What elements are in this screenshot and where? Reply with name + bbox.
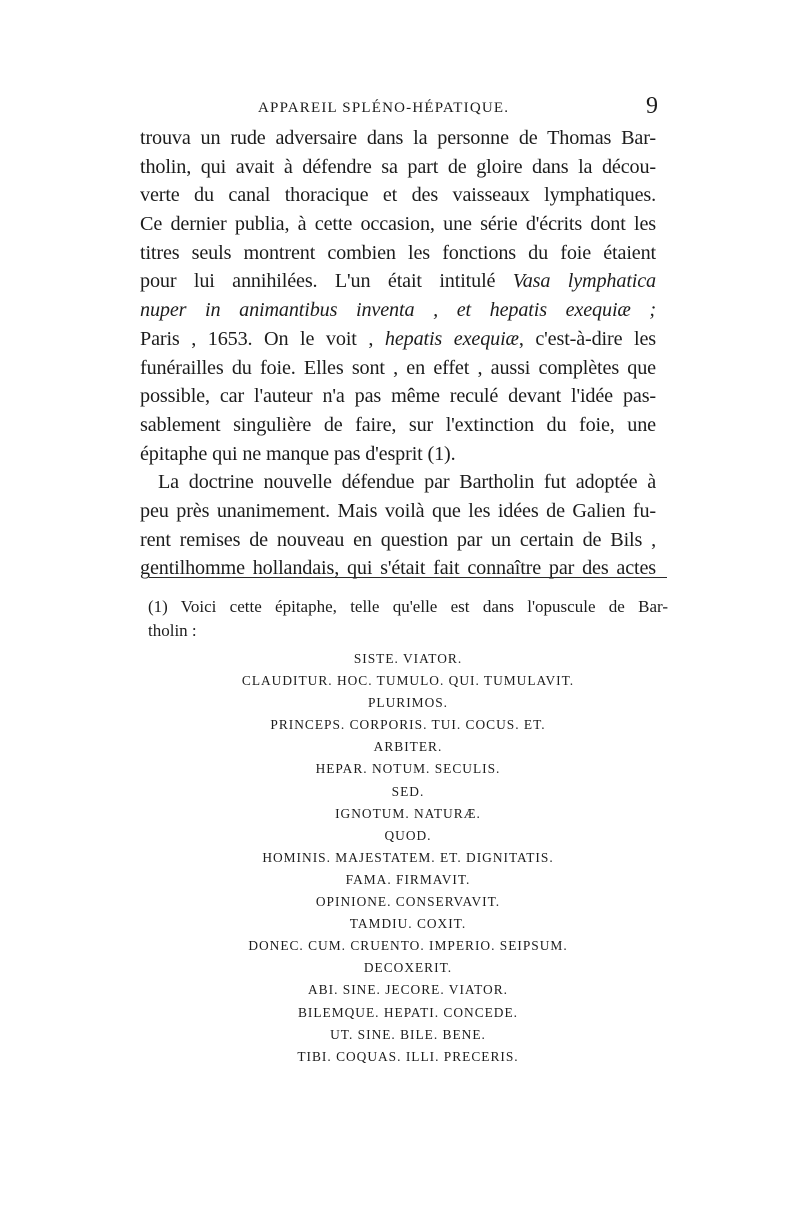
epitaph-line: IGNOTUM. NATURÆ. bbox=[335, 805, 481, 821]
epitaph-line: PRINCEPS. CORPORIS. TUI. COCUS. ET. bbox=[270, 717, 546, 733]
epitaph-line: QUOD. bbox=[384, 827, 432, 843]
body-line: peu près unanimement. Mais voilà que les idées de Galien fu- bbox=[140, 499, 656, 522]
body-line: épitaphe qui ne manque pas d'esprit (1). bbox=[140, 442, 456, 465]
body-line: pour lui annihilées. L'un était intitulé Vasa lymphatica bbox=[140, 270, 656, 293]
epitaph-line: FAMA. FIRMAVIT. bbox=[345, 871, 471, 887]
footnote bbox=[148, 595, 668, 643]
epitaph-line: HOMINIS. MAJESTATEM. ET. DIGNITATIS. bbox=[262, 849, 554, 865]
epitaph-line: OPINIONE. CONSERVAVIT. bbox=[315, 894, 501, 910]
body-text bbox=[140, 124, 656, 583]
body-line: Paris , 1653. On le voit , hepatis exequiæ, c'est-à-dire les bbox=[140, 327, 656, 350]
footnote-divider bbox=[149, 577, 667, 578]
epitaph-line: TAMDIU. COXIT. bbox=[349, 916, 467, 932]
epitaph-line: SED. bbox=[391, 783, 425, 799]
latin-phrase: hepatis exequiæ bbox=[384, 327, 519, 350]
footnote-line: (1) Voici cette épitaphe, telle qu'elle est dans l'opuscule de Bar- bbox=[148, 597, 668, 616]
epitaph-line: DECOXERIT. bbox=[363, 960, 453, 976]
epitaph bbox=[148, 648, 668, 1068]
epitaph-line: DONEC. CUM. CRUENTO. IMPERIO. SEIPSUM. bbox=[248, 938, 568, 954]
body-line: verte du canal thoracique et des vaisseaux lymphatiques. bbox=[140, 184, 656, 207]
body-line: gentilhomme hollandais, qui s'était fait connaître par des actes bbox=[140, 557, 656, 580]
page-number: 9 bbox=[646, 93, 658, 119]
epitaph-line: TIBI. COQUAS. ILLI. PRECERIS. bbox=[297, 1048, 519, 1064]
epitaph-line: ARBITER. bbox=[373, 739, 443, 755]
epitaph-line: UT. SINE. BILE. BENE. bbox=[330, 1026, 486, 1042]
body-line bbox=[140, 296, 656, 325]
latin-title: Vasa lymphatica bbox=[512, 270, 656, 293]
body-line: rent remises de nouveau en question par un certain de Bils , bbox=[140, 528, 656, 551]
epitaph-line: BILEMQUE. HEPATI. CONCEDE. bbox=[297, 1004, 519, 1020]
running-title: APPAREIL SPLÉNO-HÉPATIQUE. bbox=[258, 100, 510, 116]
footnote-line: tholin : bbox=[148, 621, 197, 640]
latin-title: nuper in animantibus inventa , et hepatis exequiæ ; bbox=[140, 299, 656, 322]
body-line: possible, car l'auteur n'a pas même reculé devant l'idée pas- bbox=[140, 385, 656, 408]
body-line: trouva un rude adversaire dans la personne de Thomas Bar- bbox=[140, 127, 656, 149]
body-line: titres seuls montrent combien les fonctions du foie étaient bbox=[140, 241, 656, 264]
epitaph-line: HEPAR. NOTUM. SECULIS. bbox=[315, 761, 501, 777]
body-line: sablement singulière de faire, sur l'extinction du foie, une bbox=[140, 413, 656, 436]
epitaph-line: SISTE. VIATOR. bbox=[353, 651, 463, 666]
epitaph-line: PLURIMOS. bbox=[367, 695, 449, 711]
running-head bbox=[140, 93, 660, 122]
body-line: Ce dernier publia, à cette occasion, une série d'écrits dont les bbox=[140, 213, 656, 236]
epitaph-line: ABI. SINE. JECORE. VIATOR. bbox=[308, 982, 508, 998]
body-line: tholin, qui avait à défendre sa part de gloire dans la décou- bbox=[140, 155, 656, 178]
body-line: funérailles du foie. Elles sont , en effet , aussi complètes que bbox=[140, 356, 656, 379]
body-line: La doctrine nouvelle défendue par Bartholin fut adoptée à bbox=[158, 471, 656, 494]
epitaph-line: CLAUDITUR. HOC. TUMULO. QUI. TUMULAVIT. bbox=[241, 673, 575, 689]
